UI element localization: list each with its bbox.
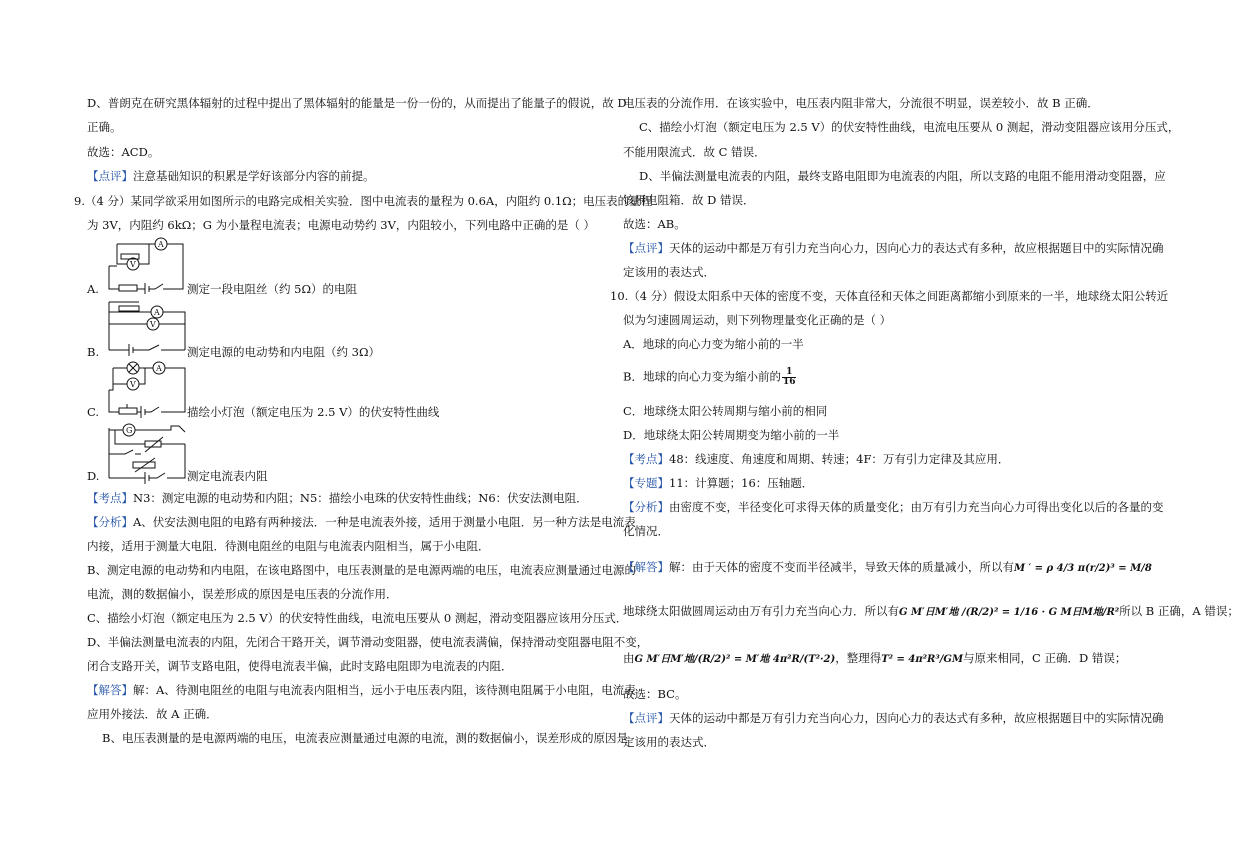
voltmeter-label: V — [130, 380, 136, 389]
comment-text: 天体的运动中都是万有引力充当向心力，因向心力的表达式有多种，故应根据题目中的实际情况确 — [669, 711, 1164, 725]
option-c-text: 描绘小灯泡（额定电压为 2.5 V）的伏安特性曲线 — [187, 405, 440, 419]
ammeter-label: A — [154, 308, 160, 317]
option-10d: D．地球绕太阳公转周期变为缩小前的一半 — [623, 428, 840, 442]
voltmeter-label: V — [150, 320, 156, 329]
text-line: 该用电阻箱．故 D 错误． — [623, 193, 755, 207]
analysis-text: 由密度不变，半径变化可求得天体的质量变化；由万有引力充当向心力可得出变化以后的各量的变 — [669, 500, 1164, 514]
text-line: 应用外接法．故 A 正确． — [87, 707, 218, 721]
text-line: 闭合支路开关，调节支路电阻，使得电流表半偏，此时支路电阻即为电流表的内阻． — [87, 659, 513, 673]
answer-text: 由 — [623, 651, 635, 665]
kaodian-line — [87, 490, 588, 506]
comment-tag: 【点评】 — [623, 241, 669, 255]
equation-force: G M′日M′地 /(R/2)² = 1/16 · G M日M地/R² — [899, 607, 1120, 618]
text-line: 故选：BC。 — [623, 687, 687, 701]
comment-tag: 【点评】 — [623, 711, 669, 725]
equation-t-squared: T² = 4π²R³/GM — [881, 654, 964, 665]
kaodian-text: N3：测定电源的电动势和内阻；N5：描绘小电珠的伏安特性曲线；N6：伏安法测电阻． — [133, 491, 588, 505]
answer-text: 解：A、待测电阻丝的电阻与电流表内阻相当，远小于电压表内阻，该待测电阻属于小电阻，电流表 — [133, 683, 636, 697]
circuit-d-diagram — [105, 422, 187, 482]
option-10b-text: B．地球的向心力变为缩小前的 — [623, 369, 781, 384]
answer-text: 所以 B 正确，A 错误； — [1119, 604, 1239, 618]
answer-text: ，整理得 — [835, 651, 882, 665]
fraction-numerator: 1 — [782, 368, 797, 378]
option-10a: A．地球的向心力变为缩小前的一半 — [623, 337, 804, 351]
option-b-letter: B. — [87, 345, 100, 359]
text-line: D、普朗克在研究黑体辐射的过程中提出了黑体辐射的能量是一份一份的，从而提出了能量子的假说，故 D — [87, 96, 627, 110]
text-line: D、半偏法测量电流表的内阻，先闭合干路开关，调节滑动变阻器，使电流表满偏，保持滑动变阻器电阻不变， — [87, 635, 649, 649]
answer-line — [87, 682, 636, 698]
question-9-line1: 9.（4 分）某同学欲采用如图所示的电路完成相关实验．图中电流表的量程为 0.6A，内阻约 0.1Ω；电压表的量程 — [74, 194, 653, 208]
text-line: 电压表的分流作用．在该实验中，电压表内阻非常大，分流很不明显，误差较小．故 B 正确． — [623, 96, 1099, 110]
circuit-a-diagram — [105, 236, 185, 294]
kaodian-tag: 【考点】 — [623, 452, 669, 466]
kaodian-tag: 【考点】 — [87, 491, 133, 505]
equation-period: G M′日M′地/(R/2)² = M′地 4π²R/(T²·2) — [634, 654, 836, 665]
kaodian-line — [623, 451, 1009, 467]
fraction-1-16 — [782, 368, 797, 387]
circuit-c-diagram — [105, 360, 187, 418]
text-line: 正确。 — [87, 120, 122, 134]
comment-line — [623, 710, 1164, 726]
text-line: B、电压表测量的是电源两端的电压，电流表应测量通过电源的电流，测的数据偏小，误差形成的原因是 — [102, 731, 628, 745]
analysis-line — [623, 499, 1164, 515]
analysis-tag: 【分析】 — [87, 515, 133, 529]
answer-line-2 — [623, 603, 1239, 621]
question-10-line2: 似为匀速圆周运动，则下列物理量变化正确的是（ ） — [623, 313, 892, 327]
circuit-b-diagram — [105, 298, 187, 358]
comment-line — [87, 168, 375, 184]
text-line: B、测定电源的电动势和内电阻，在该电路图中，电压表测量的是电源两端的电压，电流表应测量通过电源的 — [87, 563, 636, 577]
answer-tag: 【解答】 — [623, 560, 669, 574]
answer-line — [623, 559, 1152, 577]
text-line: C、描绘小灯泡（额定电压为 2.5 V）的伏安特性曲线，电流电压要从 0 测起，滑动变阻器应该用分压式， — [639, 120, 1180, 134]
text-line: 故选：ACD。 — [87, 145, 160, 159]
option-d-text: 测定电流表内阻 — [187, 469, 268, 483]
text-line: 不能用限流式．故 C 错误． — [623, 145, 766, 159]
comment-tag: 【点评】 — [87, 169, 133, 183]
text-line: 故选：AB。 — [623, 217, 686, 231]
text-line: 化情况． — [623, 524, 669, 538]
option-d-letter: D. — [87, 469, 100, 483]
ammeter-label: A — [156, 364, 162, 373]
text-line: 定该用的表达式． — [623, 735, 715, 749]
fraction-denominator: 16 — [782, 377, 796, 387]
galvanometer-label: G — [126, 426, 133, 435]
analysis-tag: 【分析】 — [623, 500, 669, 514]
analysis-text: A、伏安法测电阻的电路有两种接法．一种是电流表外接，适用于测量小电阻．另一种方法是电流表 — [133, 515, 636, 529]
ammeter-label: A — [158, 240, 164, 249]
answer-text: 与原来相同，C 正确．D 错误； — [963, 651, 1127, 665]
answer-text: 地球绕太阳做圆周运动由万有引力充当向心力．所以有 — [623, 604, 899, 618]
answer-text: 解：由于天体的密度不变而半径减半，导致天体的质量减小，所以有 — [669, 560, 1014, 574]
option-10c: C．地球绕太阳公转周期与缩小前的相同 — [623, 404, 828, 418]
equation-mass: M ′ = ρ 4/3 π(r/2)³ = M/8 — [1014, 563, 1152, 574]
zhuanti-text: 11：计算题；16：压轴题． — [669, 476, 814, 490]
text-line: 电流，测的数据偏小，误差形成的原因是电压表的分流作用． — [87, 587, 398, 601]
voltmeter-label: V — [130, 260, 136, 269]
text-line: 内接，适用于测量大电阻．待测电阻丝的电阻与电流表内阻相当，属于小电阻． — [87, 539, 490, 553]
answer-tag: 【解答】 — [87, 683, 133, 697]
zhuanti-line — [623, 475, 813, 491]
option-a-letter: A. — [87, 282, 99, 296]
option-10b — [623, 368, 797, 387]
zhuanti-tag: 【专题】 — [623, 476, 669, 490]
comment-text: 注意基础知识的积累是学好该部分内容的前提。 — [133, 169, 375, 183]
comment-text: 天体的运动中都是万有引力充当向心力，因向心力的表达式有多种，故应根据题目中的实际情况确 — [669, 241, 1164, 255]
text-line: C、描绘小灯泡（额定电压为 2.5 V）的伏安特性曲线，电流电压要从 0 测起，滑动变阻器应该用分压式． — [87, 611, 628, 625]
answer-line-3 — [623, 650, 1126, 668]
analysis-line — [87, 514, 636, 530]
question-10-line1: 10.（4 分）假设太阳系中天体的密度不变，天体直径和天体之间距离都缩小到原来的一半，地球绕太阳公转近 — [610, 289, 1169, 303]
text-line: D、半偏法测量电流表的内阻，最终支路电阻即为电流表的内阻，所以支路的电阻不能用滑动变阻器，应 — [639, 169, 1166, 183]
text-line: 定该用的表达式． — [623, 265, 715, 279]
option-a-text: 测定一段电阻丝（约 5Ω）的电阻 — [187, 282, 358, 296]
option-b-text: 测定电源的电动势和内电阻（约 3Ω） — [187, 345, 381, 359]
option-c-letter: C. — [87, 405, 100, 419]
comment-line — [623, 240, 1164, 256]
question-9-line2: 为 3V，内阻约 6kΩ；G 为小量程电流表；电源电动势约 3V，内阻较小，下列电路中正确的是（ ） — [87, 218, 596, 232]
kaodian-text: 48：线速度、角速度和周期、转速；4F：万有引力定律及其应用． — [669, 452, 1010, 466]
